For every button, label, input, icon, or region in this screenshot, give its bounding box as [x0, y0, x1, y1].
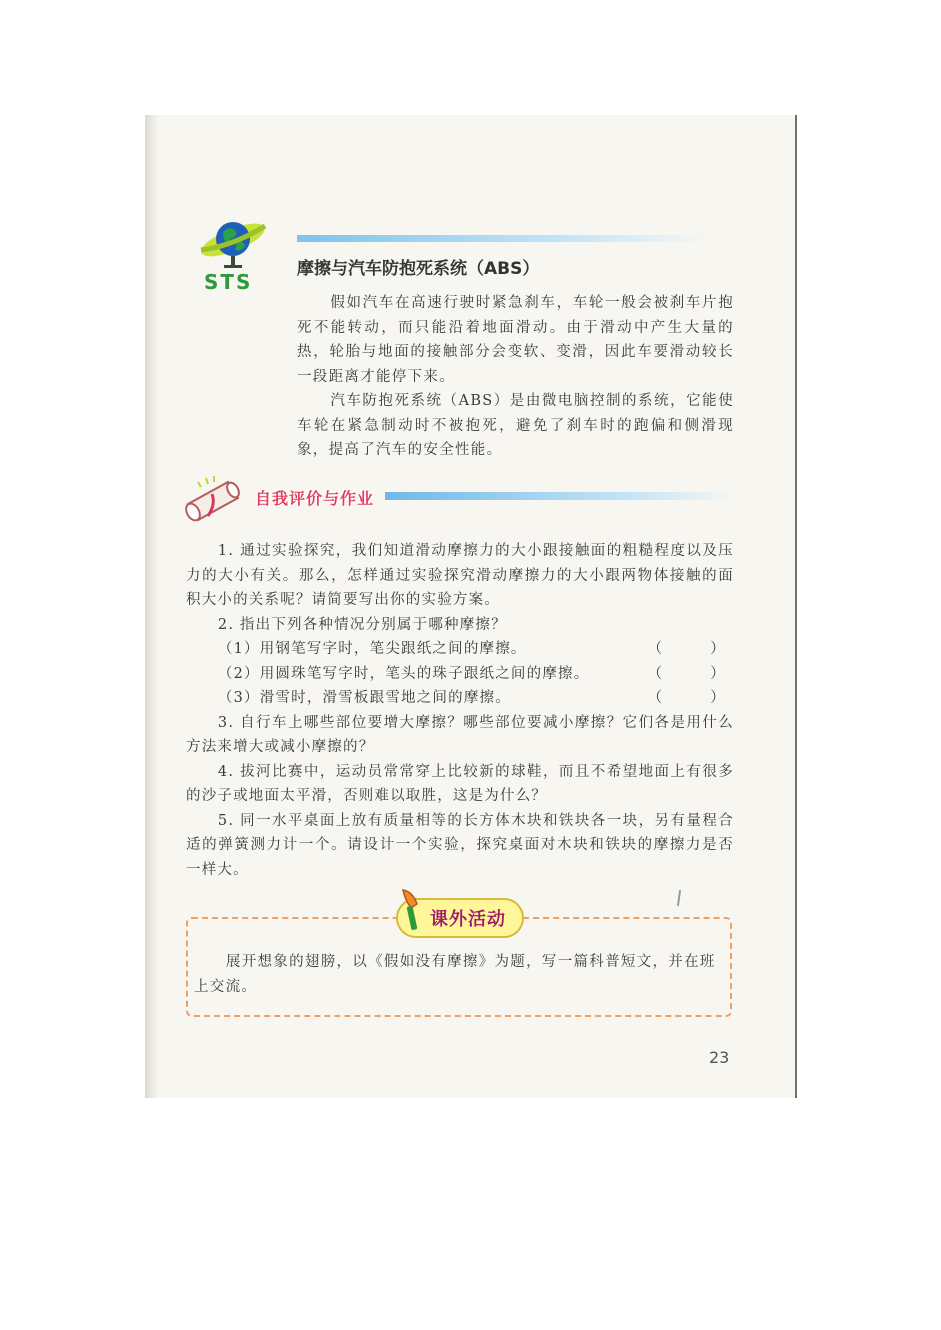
activity-body — [194, 950, 724, 1000]
question-1: 1. 通过实验探究，我们知道滑动摩擦力的大小跟接触面的粗糙程度以及压力的大小有关。那么，怎样通过实验探究滑动摩擦力的大小跟两物体接触的面积大小的关系呢？请简要写出你的实验方案。 — [186, 543, 734, 608]
brush-icon — [393, 886, 427, 934]
question-5: 5. 同一水平桌面上放有质量相等的长方体木块和铁块各一块，另有量程合适的弹簧测力计一个。请设计一个实验，探究桌面对木块和铁块的摩擦力是否一样大。 — [186, 812, 734, 878]
scroll-icon — [184, 474, 246, 526]
question-2-item-text: （1）用钢笔写字时，笔尖跟纸之间的摩擦。 — [217, 641, 527, 657]
evaluation-title: 自我评价与作业 — [255, 489, 375, 508]
answer-blank: （ ） — [647, 641, 726, 657]
question-2-item — [186, 686, 734, 711]
sts-paragraph: 假如汽车在高速行驶时紧急刹车，车轮一般会被刹车片抱死不能转动，而只能沿着地面滑动。由于滑动中产生大量的热，轮胎与地面的接触部分会变软、变滑，因此车要滑动较长一段距离才能停下来。 — [297, 295, 734, 385]
sts-paragraph: 汽车防抱死系统（ABS）是由微电脑控制的系统，它能使车轮在紧急制动时不被抱死，避免了刹车时的跑偏和侧滑现象，提高了汽车的安全性能。 — [297, 393, 734, 458]
sts-body — [297, 291, 734, 463]
sts-logo-label: STS — [204, 270, 253, 294]
activity-title: 课外活动 — [430, 909, 506, 930]
question-list — [186, 539, 734, 882]
question-2: 2. 指出下列各种情况分别属于哪种摩擦？ — [217, 616, 507, 633]
activity-text: 展开想象的翅膀，以《假如没有摩擦》为题，写一篇科普短文，并在班上交流。 — [194, 954, 716, 995]
answer-blank: （ ） — [647, 665, 726, 682]
question-3: 3. 自行车上哪些部位要增大摩擦？哪些部位要减小摩擦？它们各是用什么方法来增大或减小摩擦的？ — [186, 714, 734, 755]
page-spine-shadow — [145, 115, 159, 1098]
question-2-item — [186, 637, 734, 662]
sts-title: 摩擦与汽车防抱死系统（ABS） — [297, 259, 540, 279]
question-2-item-text: （3）滑雪时，滑雪板跟雪地之间的摩擦。 — [217, 690, 511, 706]
sts-header-bar — [297, 235, 705, 242]
answer-blank: （ ） — [647, 690, 726, 706]
question-2-item-text: （2）用圆珠笔写字时，笔头的珠子跟纸之间的摩擦。 — [217, 665, 590, 682]
evaluation-header-bar — [385, 492, 735, 500]
page-number: 23 — [709, 1048, 730, 1067]
question-2-item — [186, 662, 734, 687]
page-edge — [795, 115, 797, 1098]
question-4: 4. 拔河比赛中，运动员常常穿上比较新的球鞋，而且不希望地面上有很多的沙子或地面太平滑，否则难以取胜，这是为什么？ — [186, 763, 734, 804]
